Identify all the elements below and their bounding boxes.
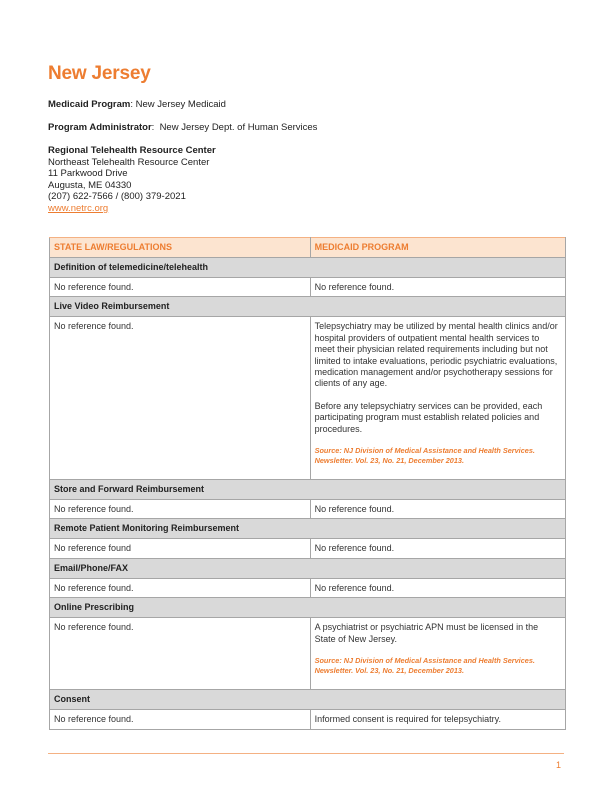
program-administrator-value: New Jersey Dept. of Human Services	[159, 122, 318, 133]
section-row-definition-of-telemedicine-telehealth	[50, 258, 566, 278]
label-colon: :	[130, 99, 136, 110]
state-law-text: No reference found.	[54, 282, 134, 292]
medicaid-cell	[310, 578, 565, 597]
section-title: Consent	[50, 690, 566, 710]
medicaid-cell	[310, 278, 565, 297]
source-citation: Source: NJ Division of Medical Assistance and Health Services. Newsletter. Vol. 23, No. 21, December 2013.	[314, 656, 535, 675]
medicaid-cell	[310, 710, 565, 729]
section-title: Email/Phone/FAX	[50, 558, 566, 578]
table-row	[50, 317, 566, 480]
state-law-text: No reference found.	[54, 582, 134, 593]
resource-center-website-link[interactable]: www.netrc.org	[48, 202, 109, 214]
program-administrator-label: Program Administrator	[48, 122, 152, 133]
table-row	[50, 618, 566, 690]
section-row-live-video-reimbursement	[50, 297, 566, 317]
table-row	[50, 578, 566, 597]
medicaid-text: No reference found.	[314, 582, 395, 593]
state-law-cell	[50, 317, 311, 480]
state-law-cell	[50, 578, 311, 597]
state-law-text: No reference found.	[54, 504, 134, 515]
resource-center-heading: Regional Telehealth Resource Center	[48, 145, 216, 156]
table-row	[50, 278, 566, 297]
state-law-cell	[50, 710, 311, 729]
medicaid-program-value: New Jersey Medicaid	[135, 99, 226, 110]
resource-center-name: Northeast Telehealth Resource Center	[48, 156, 210, 168]
medicaid-cell	[310, 618, 565, 690]
column-header-medicaid: MEDICAID PROGRAM	[310, 238, 565, 258]
table-row	[50, 500, 566, 519]
medicaid-text: Informed consent is required for telepsychiatry.	[314, 714, 501, 725]
state-law-cell	[50, 278, 311, 297]
section-title: Definition of telemedicine/telehealth	[50, 258, 566, 278]
state-law-cell	[50, 539, 311, 558]
state-law-text: No reference found.	[54, 622, 134, 633]
medicaid-cell	[310, 539, 565, 558]
medicaid-text: No reference found.	[314, 543, 395, 554]
table-header-row	[50, 238, 566, 258]
program-administrator-line	[48, 122, 317, 134]
source-citation: Source: NJ Division of Medical Assistance and Health Services. Newsletter. Vol. 23, No. 21, December 2013.	[314, 446, 535, 465]
state-law-text: No reference found	[54, 543, 132, 554]
label-colon: :	[151, 122, 160, 133]
section-row-remote-patient-monitoring-reimbursement	[50, 519, 566, 539]
policy-table	[49, 237, 566, 730]
medicaid-cell	[310, 317, 565, 480]
section-title: Remote Patient Monitoring Reimbursement	[50, 519, 566, 539]
state-law-cell	[50, 618, 311, 690]
state-law-text: No reference found.	[54, 321, 134, 332]
medicaid-cell	[310, 500, 565, 519]
resource-center-block	[48, 145, 216, 215]
medicaid-text: No reference found.	[314, 282, 395, 292]
resource-center-phone: (207) 622-7566 / (800) 379-2021	[48, 191, 186, 203]
section-row-consent	[50, 690, 566, 710]
column-header-state-law: STATE LAW/REGULATIONS	[50, 238, 311, 258]
table-row	[50, 710, 566, 729]
medicaid-text: A psychiatrist or psychiatric APN must be licensed in the State of New Jersey.	[314, 622, 539, 644]
section-row-store-and-forward-reimbursement	[50, 480, 566, 500]
state-law-cell	[50, 500, 311, 519]
section-row-email-phone-fax	[50, 558, 566, 578]
state-law-text: No reference found.	[54, 714, 134, 725]
section-row-online-prescribing	[50, 598, 566, 618]
footer-divider	[48, 753, 564, 754]
page-number: 1	[556, 760, 562, 770]
section-title: Live Video Reimbursement	[50, 297, 566, 317]
table-row	[50, 539, 566, 558]
page-title: New Jersey	[48, 63, 151, 84]
section-title: Store and Forward Reimbursement	[50, 480, 566, 500]
medicaid-program-label: Medicaid Program	[48, 99, 131, 110]
medicaid-text: Before any telepsychiatry services can be provided, each participating program must establish related policies and procedures.	[314, 400, 543, 434]
medicaid-text: No reference found.	[314, 504, 395, 515]
medicaid-program-line	[48, 99, 226, 111]
resource-center-city: Augusta, ME 04330	[48, 179, 132, 191]
table-body	[50, 258, 566, 730]
resource-center-street: 11 Parkwood Drive	[48, 168, 128, 180]
section-title: Online Prescribing	[50, 598, 566, 618]
medicaid-text: Telepsychiatry may be utilized by mental health clinics and/or hospital providers of outpatient mental health services to meet their physician related requirements including but not limited to intake evaluations, periodic psychiatric evaluations, medication management and/or psychotherapy sessions for clients of any age.	[314, 321, 558, 389]
